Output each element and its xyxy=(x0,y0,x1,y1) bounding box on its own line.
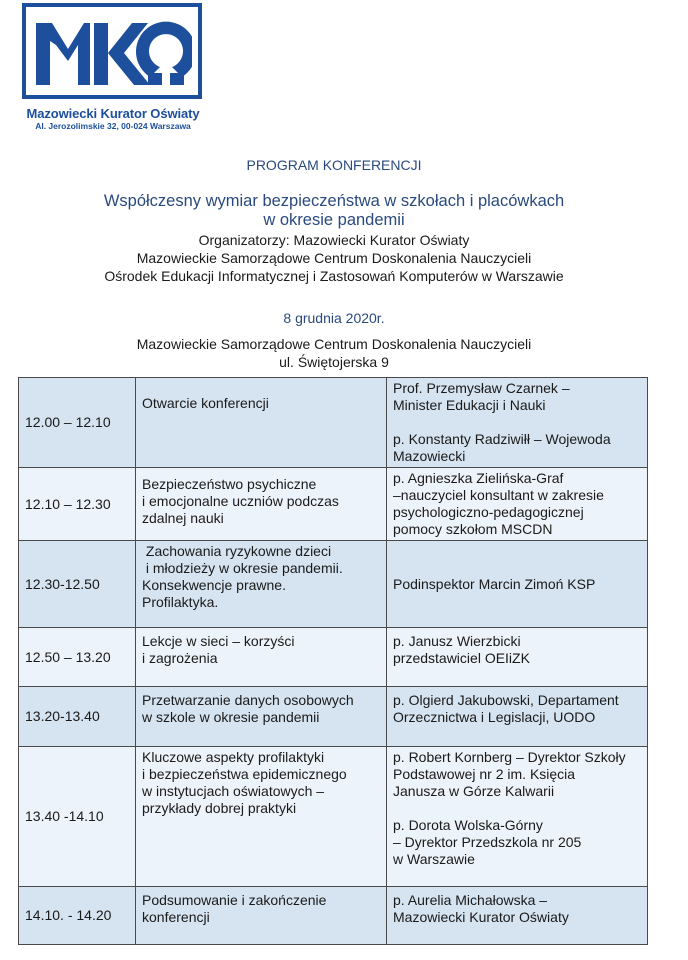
session-topic xyxy=(136,468,387,541)
conference-date: 8 grudnia 2020r. xyxy=(283,310,385,326)
topic-line: Zachowania ryzykowne dzieci xyxy=(142,543,332,559)
session-speakers xyxy=(387,541,648,628)
conference-title xyxy=(0,192,668,230)
session-speakers xyxy=(387,468,648,541)
speaker xyxy=(393,431,641,465)
speaker-gap xyxy=(393,414,641,431)
mko-letters-icon xyxy=(32,15,192,91)
topic-line: w szkole w okresie pandemii xyxy=(142,709,320,725)
session-topic xyxy=(136,541,387,628)
schedule-row xyxy=(19,628,648,687)
conference-title-line1: Współczesny wymiar bezpieczeństwa w szkołach i placówkach xyxy=(103,192,565,210)
topic-line: przykłady dobrej praktyki xyxy=(142,800,297,816)
session-topic xyxy=(136,687,387,747)
mko-logo-mark xyxy=(22,3,202,99)
schedule-row xyxy=(19,887,648,945)
speaker-line: p. Dorota Wolska-Górny xyxy=(393,817,543,833)
logo-name: Mazowiecki Kurator Oświaty xyxy=(26,106,200,121)
organizer-line: Mazowieckie Samorządowe Centrum Doskonalenia Nauczycieli xyxy=(136,250,532,266)
schedule-row xyxy=(19,687,648,747)
conference-title-line2: w okresie pandemii xyxy=(263,211,405,229)
session-topic xyxy=(136,747,387,887)
speaker-line: przedstawiciel OEIiZK xyxy=(393,650,530,666)
speaker-line: p. Konstanty Radziwiłł – Wojewoda xyxy=(393,431,611,447)
topic-line: zdalnej nauki xyxy=(142,510,224,526)
session-time: 12.00 – 12.10 xyxy=(19,378,136,468)
speaker-line: Prof. Przemysław Czarnek – xyxy=(393,380,570,396)
organizer-line: Ośrodek Edukacji Informatycznej i Zastosowań Komputerów w Warszawie xyxy=(104,268,564,284)
speaker-gap xyxy=(393,800,641,817)
speaker-line: w Warszawie xyxy=(393,851,475,867)
topic-line: w instytucjach oświatowych – xyxy=(142,783,325,799)
session-time: 14.10. - 14.20 xyxy=(19,887,136,945)
speaker xyxy=(393,470,641,538)
logo-address: Al. Jerozolimskie 32, 00-024 Warszawa xyxy=(35,121,191,131)
speaker xyxy=(393,692,641,726)
topic-line: Przetwarzanie danych osobowych xyxy=(142,692,354,708)
speaker-line: p. Agnieszka Zielińska-Graf xyxy=(393,470,564,486)
speaker-line: Janusza w Górze Kalwarii xyxy=(393,783,555,799)
topic-line: Profilaktyka. xyxy=(142,594,219,610)
topic-line: konferencji xyxy=(142,909,210,925)
session-time: 12.50 – 13.20 xyxy=(19,628,136,687)
speaker xyxy=(393,892,641,926)
venue-name: Mazowieckie Samorządowe Centrum Doskonalenia Nauczycieli xyxy=(136,336,532,352)
speaker-line: –nauczyciel konsultant w zakresie xyxy=(393,487,604,503)
organizers xyxy=(0,231,668,285)
session-topic xyxy=(136,378,387,468)
session-topic xyxy=(136,887,387,945)
session-speakers xyxy=(387,747,648,887)
speaker-line: p. Robert Kornberg – Dyrektor Szkoły xyxy=(393,749,626,765)
speaker-line: Minister Edukacji i Nauki xyxy=(393,397,546,413)
session-time: 13.20-13.40 xyxy=(19,687,136,747)
speaker xyxy=(393,380,641,414)
schedule-row xyxy=(19,747,648,887)
session-speakers xyxy=(387,378,648,468)
topic-line: Lekcje w sieci – korzyści xyxy=(142,633,295,649)
session-time: 12.30-12.50 xyxy=(19,541,136,628)
topic-line: i emocjonalne uczniów podczas xyxy=(142,493,339,509)
speaker-line: pomocy szkołom MSCDN xyxy=(393,521,553,537)
speaker xyxy=(393,749,641,800)
topic-line: i zagrożenia xyxy=(142,650,218,666)
schedule-table xyxy=(18,377,648,945)
speaker-line: p. Olgierd Jakubowski, Departament xyxy=(393,692,619,708)
speaker-line: Podinspektor Marcin Zimoń KSP xyxy=(393,575,596,592)
speaker-line: Podstawowej nr 2 im. Księcia xyxy=(393,766,576,782)
speaker-line: Mazowiecki Kurator Oświaty xyxy=(393,909,569,925)
topic-line: i młodzieży w okresie pandemii. xyxy=(142,560,343,576)
topic-line: Konsekwencje prawne. xyxy=(142,577,286,593)
speaker-line: – Dyrektor Przedszkola nr 205 xyxy=(393,834,582,850)
speaker xyxy=(393,633,641,667)
venue xyxy=(0,335,668,371)
speaker-line: psychologiczno-pedagogicznej xyxy=(393,504,584,520)
session-topic xyxy=(136,628,387,687)
session-speakers xyxy=(387,887,648,945)
session-time: 13.40 -14.10 xyxy=(19,747,136,887)
program-title: PROGRAM KONFERENCJI xyxy=(246,157,422,173)
session-time: 12.10 – 12.30 xyxy=(19,468,136,541)
session-speakers xyxy=(387,687,648,747)
topic-line: Bezpieczeństwo psychiczne xyxy=(142,476,317,492)
speaker xyxy=(393,817,641,868)
topic-line: Kluczowe aspekty profilaktyki xyxy=(142,749,325,765)
speaker-line: p. Janusz Wierzbicki xyxy=(393,633,521,649)
schedule-row xyxy=(19,468,648,541)
speaker-line: Mazowiecki xyxy=(393,448,466,464)
topic-line: i bezpieczeństwa epidemicznego xyxy=(142,766,347,782)
venue-address: ul. Świętojerska 9 xyxy=(279,354,389,370)
schedule-row xyxy=(19,378,648,468)
speaker-line: p. Aurelia Michałowska – xyxy=(393,892,548,908)
speaker-line: Orzecznictwa i Legislacji, UODO xyxy=(393,709,596,725)
topic-line: Podsumowanie i zakończenie xyxy=(142,892,327,908)
topic-line: Otwarcie konferencji xyxy=(142,395,269,411)
organizer-line: Organizatorzy: Mazowiecki Kurator Oświaty xyxy=(198,232,470,248)
schedule-row xyxy=(19,541,648,628)
speaker xyxy=(393,576,641,593)
session-speakers xyxy=(387,628,648,687)
